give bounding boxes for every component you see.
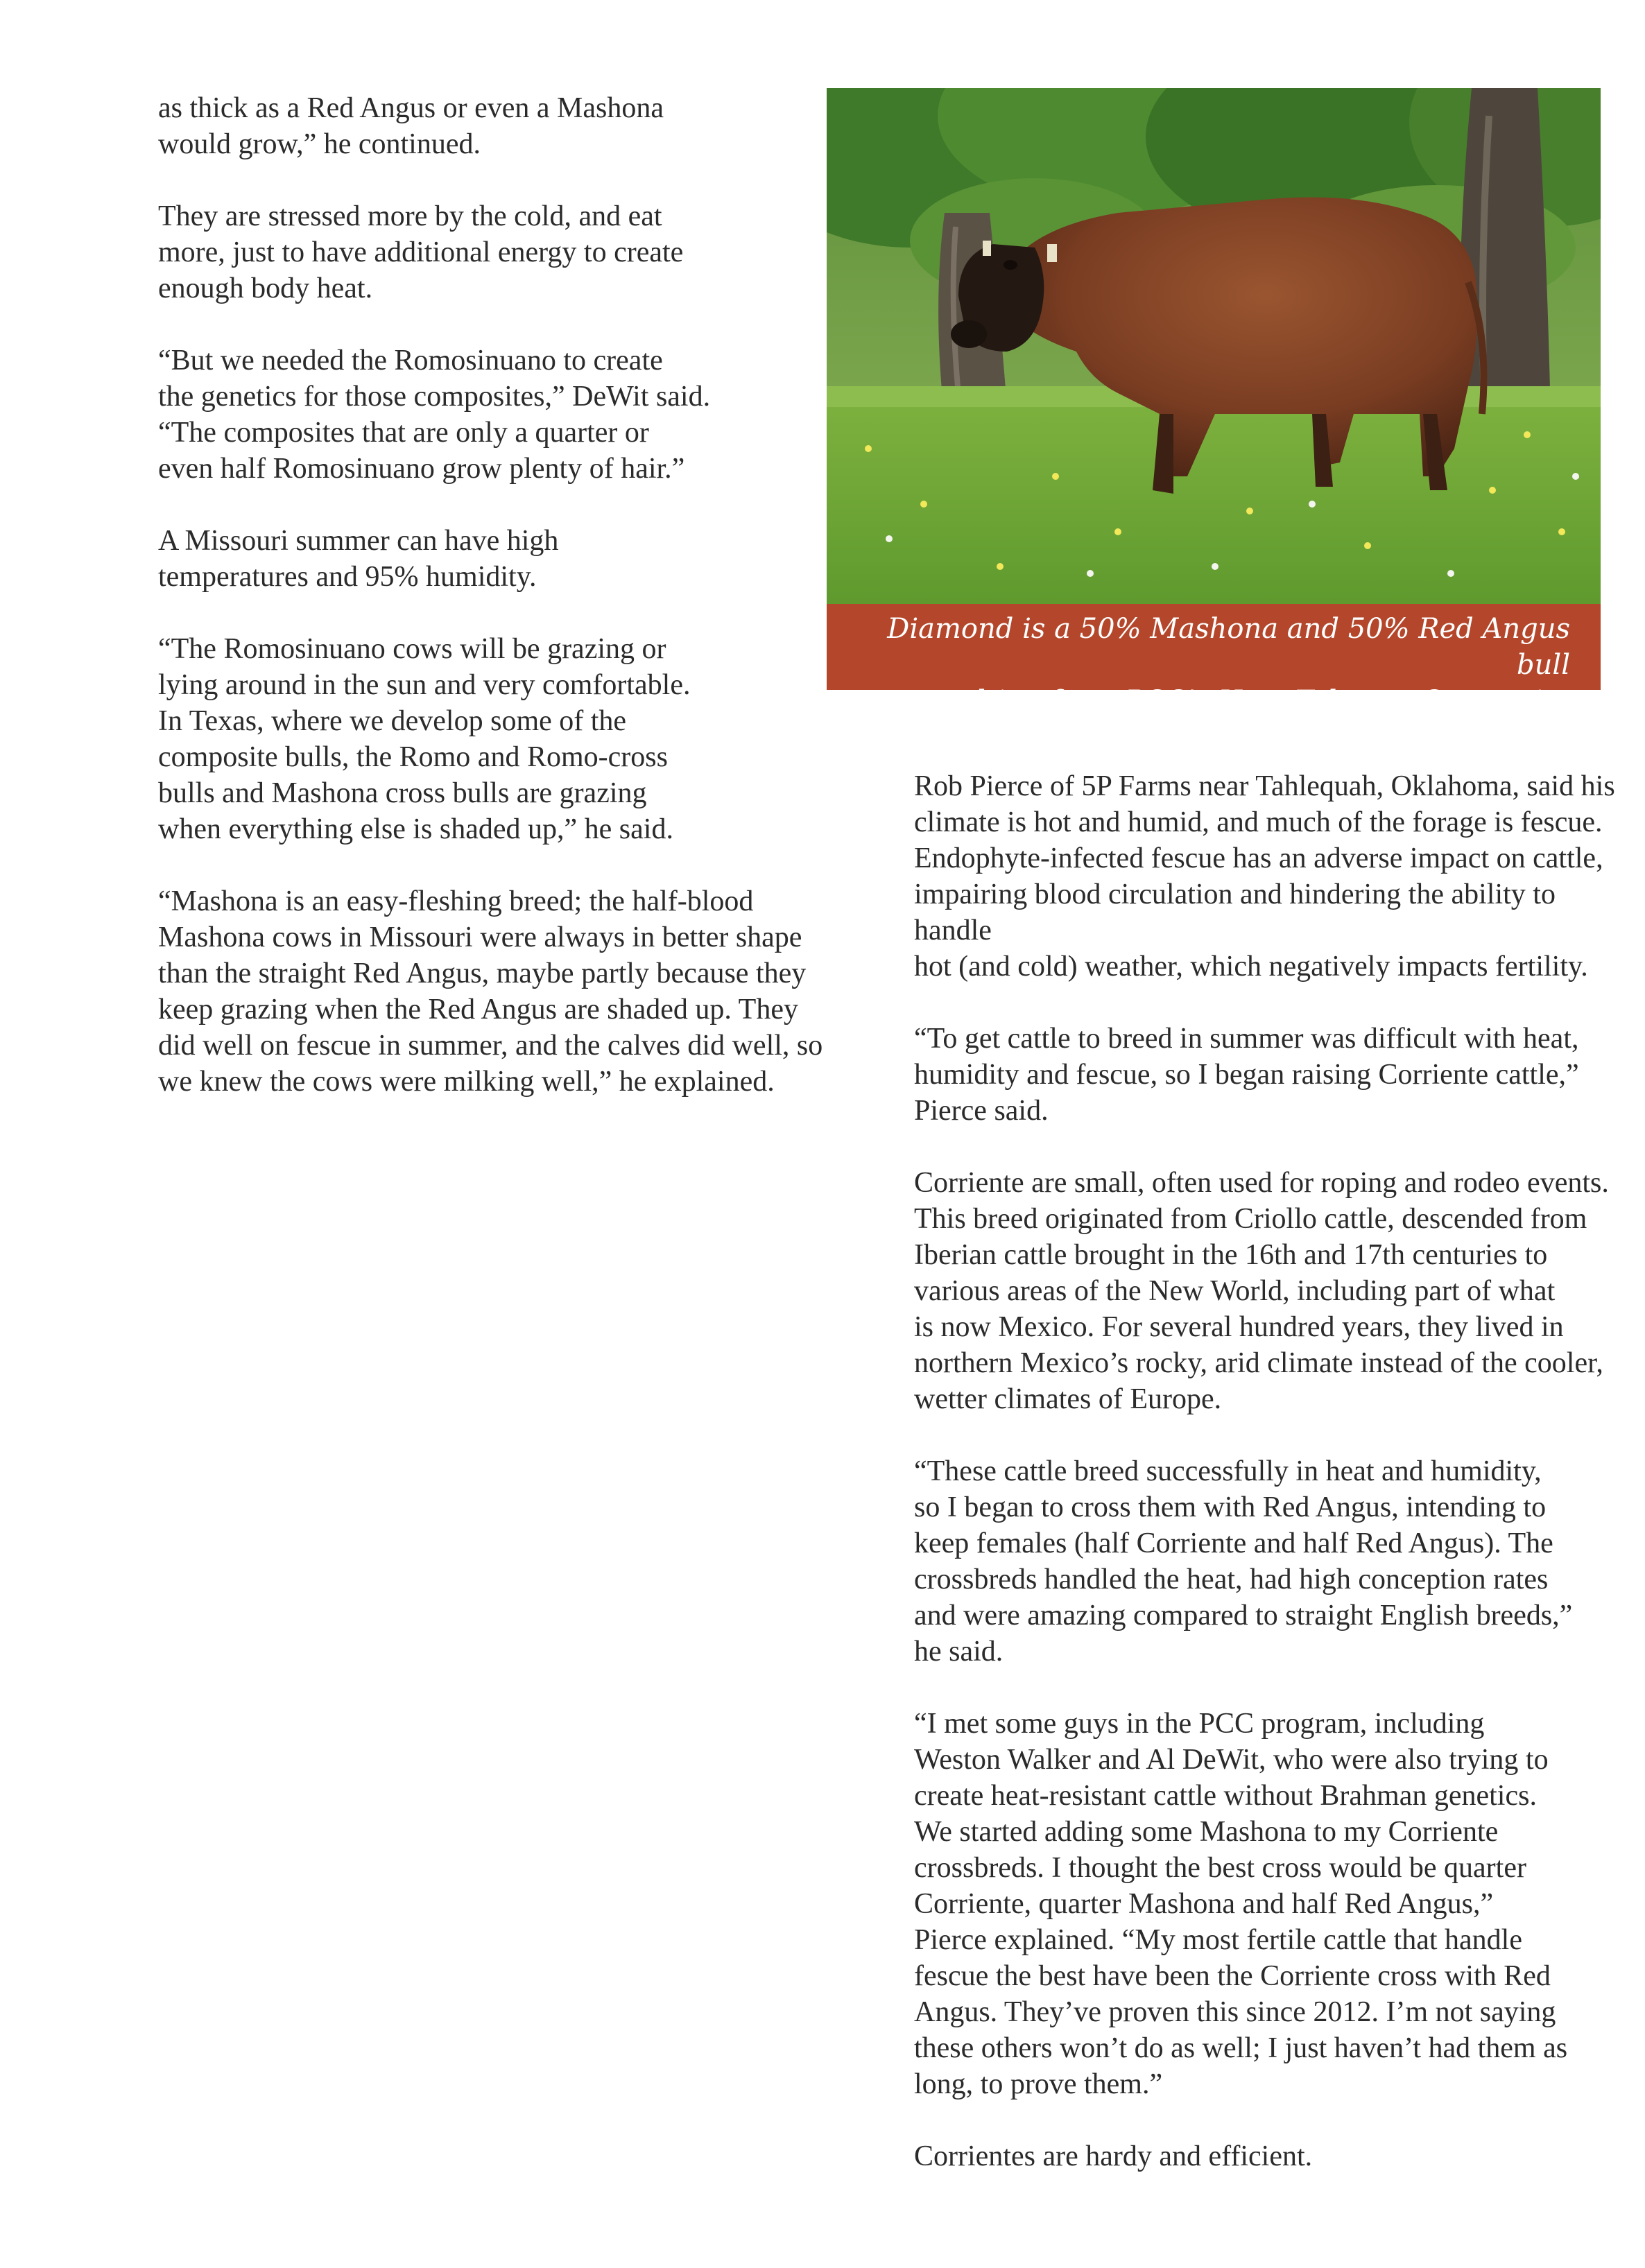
- bull-photo-figure: [827, 88, 1601, 753]
- right-paragraph-2: “To get cattle to breed in summer was difficult with heat, humidity and fescue, so I began raising Corriente cattle,” Pierce said.: [914, 1023, 1579, 1127]
- left-text-column: [158, 90, 852, 1100]
- left-paragraph-4: A Missouri summer can have high temperatures and 95% humidity.: [158, 525, 559, 593]
- left-paragraph-6: “Mashona is an easy-fleshing breed; the half-blood Mashona cows in Missouri were always in better shape than the straight Red Angus, maybe partly because they keep grazing when the Red Angus are shaded up. They did well on fescue in summer, and the calves did well, so we knew the cows were milking well,” he explained.: [158, 885, 823, 1098]
- right-paragraph-3: Corriente are small, often used for roping and rodeo events. This breed originated from Criollo cattle, descended from Iberian cattle brought in the 16th and 17th centuries to various areas of the New World, including part of what is now Mexico. For several hundred years, they lived in northern Mexico’s rocky, arid climate instead of the cooler, wetter climates of Europe.: [914, 1167, 1609, 1415]
- left-paragraph-5: “The Romosinuano cows will be grazing or lying around in the sun and very comfortable. In Texas, where we develop some of the composite bulls, the Romo and Romo-cross bulls and Mashona cross bulls are grazing when everything else is shaded up,” he said.: [158, 633, 691, 845]
- right-paragraph-5: “I met some guys in the PCC program, including Weston Walker and Al DeWit, who were also trying to create heat-resistant cattle without Brahman genetics. We started adding some Mashona to my Corriente crossbreds. I thought the best cross would be quarter Corriente, quarter Mashona and half Red Angus,” Pierce explained. “My most fertile cattle that handle fescue the best have been the Corriente cross with Red Angus. They’ve proven this since 2012. I’m not saying these others won’t do as well; I just haven’t had them as long, to prove them.”: [914, 1708, 1568, 2100]
- right-paragraph-1: Rob Pierce of 5P Farms near Tahlequah, Oklahoma, said his climate is hot and humid, and much of the forage is fescue. Endophyte-infected fescue has an adverse impact on cattle, impairing blood circulation and hindering the ability to handle hot (and cold) weather, which negatively impacts fertility.: [914, 770, 1615, 982]
- right-paragraph-4: “These cattle breed successfully in heat and humidity, so I began to cross them with Red Angus, intending to keep females (half Corriente and half Red Angus). The crossbreds handled the heat, had high conception rates and were amazing compared to straight English breeds,” he said.: [914, 1455, 1573, 1668]
- left-paragraph-2: They are stressed more by the cold, and eat more, just to have additional energy to create enough body heat.: [158, 200, 684, 304]
- left-paragraph-1: as thick as a Red Angus or even a Mashona would grow,” he continued.: [158, 92, 664, 160]
- right-paragraph-6: Corrientes are hardy and efficient.: [914, 2140, 1313, 2172]
- bull-photo: [827, 88, 1601, 604]
- left-paragraph-3: “But we needed the Romosinuano to create the genetics for those composites,” DeWit said. “The composites that are only a quarter or even half Romosinuano grow plenty of hair.”: [158, 345, 711, 485]
- photo-caption: Diamond is a 50% Mashona and 50% Red Angus bull resulting from PCC’s Heat-Tolerant Composite program.: [827, 604, 1601, 690]
- right-text-column: [914, 768, 1628, 2174]
